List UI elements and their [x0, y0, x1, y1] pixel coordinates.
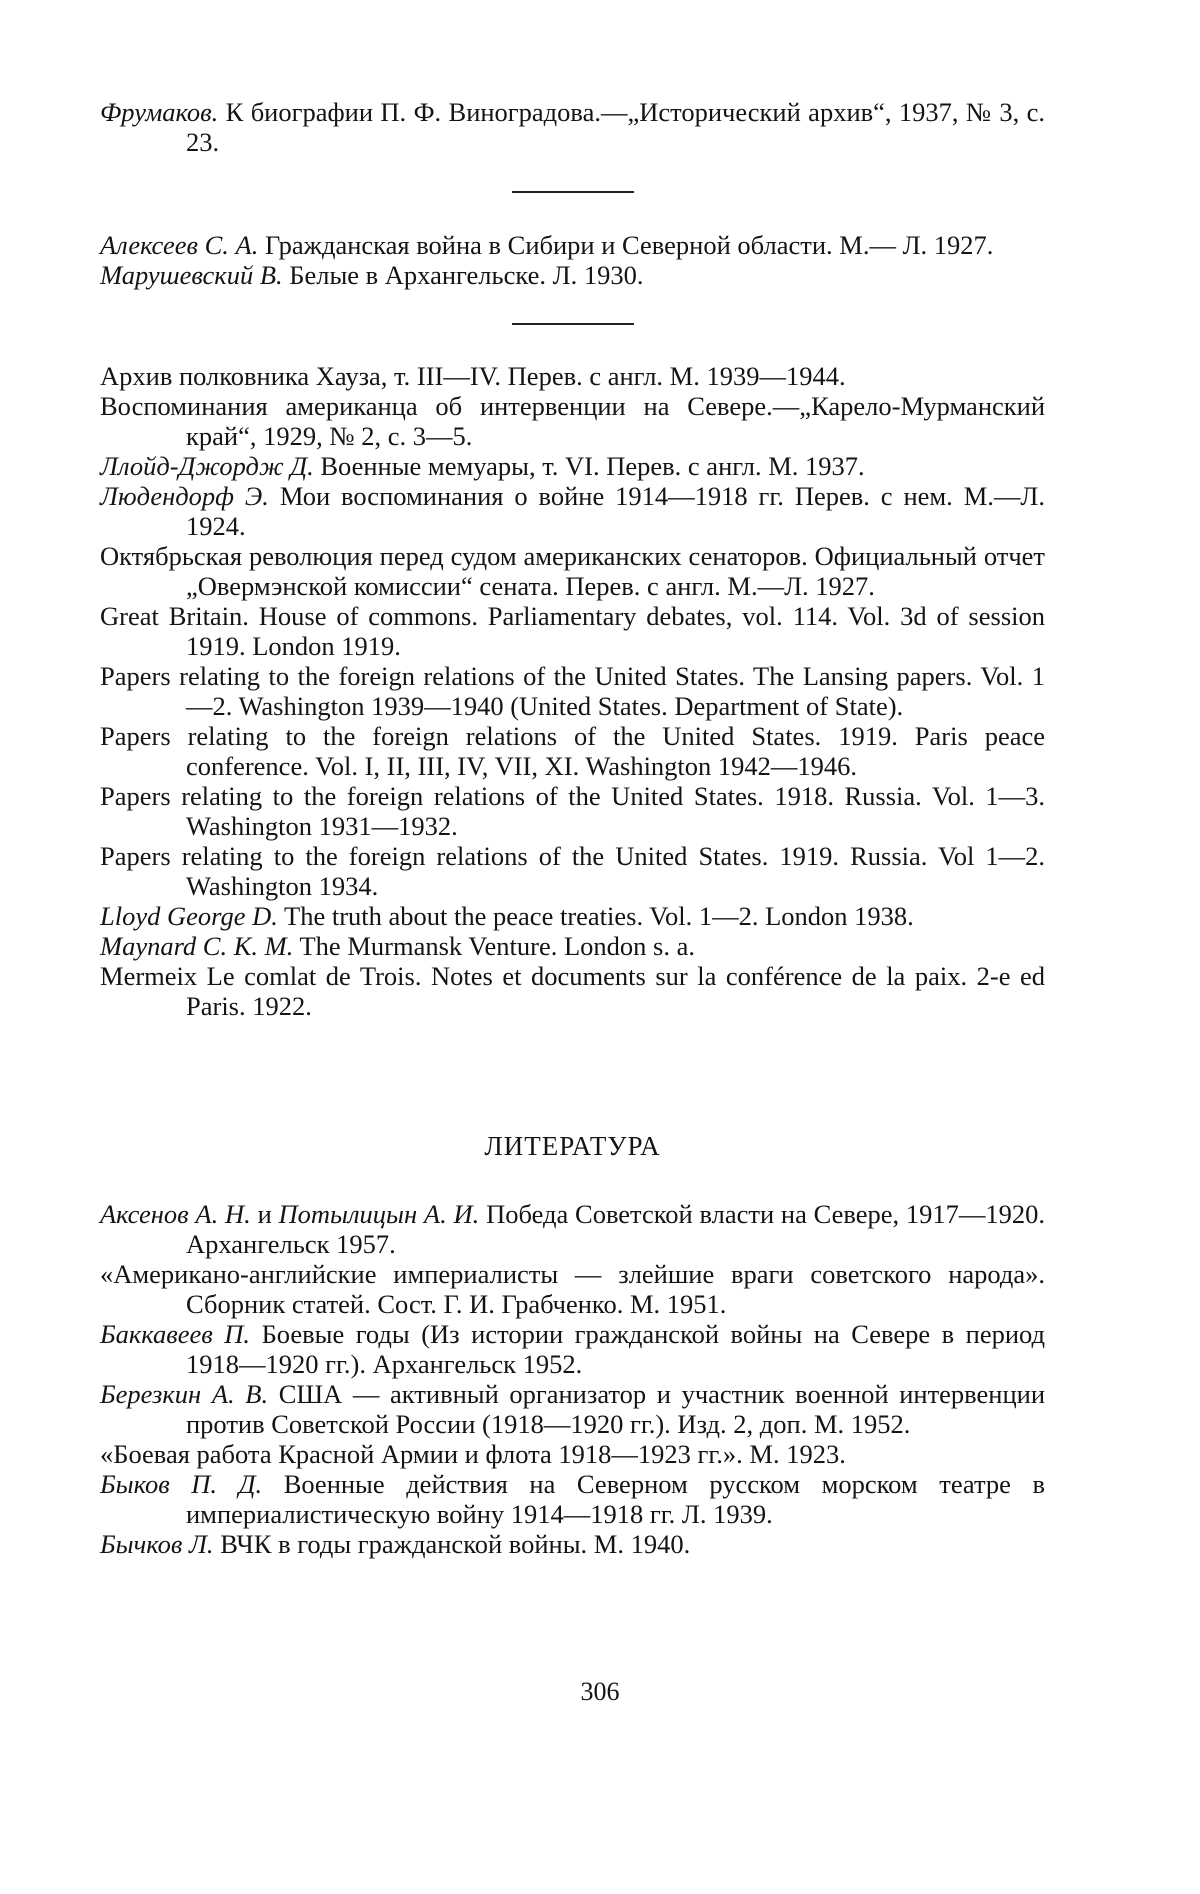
page-number: 306	[580, 1677, 620, 1706]
bibliography-entry	[100, 601, 1045, 661]
literature-entry	[100, 1469, 1045, 1529]
bibliography-entry	[100, 901, 1045, 931]
entry-author-2: Потылицын А. И.	[278, 1199, 480, 1229]
entry-text: Воспоминания американца об интервенции на Севере.—„Карело-Мурманский край“, 1929, № 2, с. 3—5.	[100, 391, 1045, 451]
entry-group-2	[100, 230, 1045, 290]
entry-text: К биографии П. Ф. Виноградова.—„Исторический архив“, 1937, № 3, с. 23.	[186, 97, 1045, 157]
entry-author: Марушевский В.	[100, 260, 283, 290]
entry-text: Белые в Архангельске. Л. 1930.	[289, 260, 644, 290]
entry-author: Maynard C. K. M.	[100, 931, 294, 961]
entry-author: Березкин А. В.	[100, 1379, 269, 1409]
bibliography-entry	[100, 721, 1045, 781]
entry-text: The truth about the peace treaties. Vol. 1—2. London 1938.	[284, 901, 914, 931]
literature-entry	[100, 1319, 1045, 1379]
literature-entry	[100, 1439, 1045, 1469]
entry-author: Баккавеев П.	[100, 1319, 251, 1349]
bibliography-entry	[100, 481, 1045, 541]
entry-text: Papers relating to the foreign relations of the United States. The Lansing papers. Vol. 1—2. Washington 1939—1940 (United States. Department of State).	[100, 661, 1045, 721]
entry-text: Военные действия на Северном русском морском театре в империалистическую войну 1914—1918 гг. Л. 1939.	[186, 1469, 1046, 1529]
entry-text: Военные мемуары, т. VI. Перев. с англ. М. 1937.	[320, 451, 865, 481]
entry-text: Боевые годы (Из истории гражданской войны на Севере в период 1918—1920 гг.). Архангельск 1952.	[186, 1319, 1045, 1379]
entry-author: Фрумаков.	[100, 97, 219, 127]
section-divider	[512, 191, 634, 193]
bibliography-entry	[100, 451, 1045, 481]
bibliography-entry	[100, 931, 1045, 961]
bibliography-entry	[100, 781, 1045, 841]
bibliography-entry	[100, 260, 1045, 290]
entry-author: Быков П. Д.	[100, 1469, 263, 1499]
bibliography-entry	[100, 361, 1045, 391]
entry-text: «Американо-английские империалисты — злейшие враги советского народа». Сборник статей. Сост. Г. И. Грабченко. М. 1951.	[100, 1259, 1045, 1319]
section-divider	[512, 323, 634, 325]
entry-author: Аксенов А. Н.	[100, 1199, 251, 1229]
entry-text: Октябрьская революция перед судом американских сенаторов. Официальный отчет „Овермэнской комиссии“ сената. Перев. с англ. М.—Л. 1927.	[100, 541, 1045, 601]
entry-group-1	[100, 97, 1045, 157]
bibliography-entry	[100, 661, 1045, 721]
entry-text: Мои воспоминания о войне 1914—1918 гг. Перев. с нем. М.—Л. 1924.	[186, 481, 1046, 541]
literature-entry	[100, 1199, 1045, 1259]
entry-text: ВЧК в годы гражданской войны. М. 1940.	[220, 1529, 691, 1559]
entry-conjunction: и	[257, 1199, 272, 1229]
literature-heading: ЛИТЕРАТУРА	[484, 1131, 661, 1161]
bibliography-entry	[100, 391, 1045, 451]
entry-author: Ллойд-Джордж Д.	[100, 451, 314, 481]
entry-author: Lloyd George D.	[100, 901, 278, 931]
bibliography-page	[100, 97, 1045, 1559]
literature-list	[100, 1199, 1045, 1559]
entry-text: The Murmansk Venture. London s. a.	[299, 931, 695, 961]
entry-text: Mermeix Le comlat de Trois. Notes et documents sur la conférence de la paix. 2-e ed Paris. 1922.	[100, 961, 1045, 1021]
literature-entry	[100, 1379, 1045, 1439]
bibliography-entry	[100, 230, 1045, 260]
entry-text: США — активный организатор и участник военной интервенции против Советской России (1918—1920 гг.). Изд. 2, доп. М. 1952.	[186, 1379, 1046, 1439]
entry-text: Papers relating to the foreign relations of the United States. 1918. Russia. Vol. 1—3. Washington 1931—1932.	[100, 781, 1045, 841]
bibliography-entry	[100, 841, 1045, 901]
entry-text: «Боевая работа Красной Армии и флота 1918—1923 гг.». М. 1923.	[100, 1439, 846, 1469]
entry-text: Papers relating to the foreign relations of the United States. 1919. Russia. Vol 1—2. Washington 1934.	[100, 841, 1045, 901]
entry-text: Great Britain. House of commons. Parliamentary debates, vol. 114. Vol. 3d of session 1919. London 1919.	[100, 601, 1045, 661]
entry-text: Архив полковника Хауза, т. III—IV. Перев. с англ. М. 1939—1944.	[100, 361, 846, 391]
entry-text: Победа Советской власти на Севере, 1917—1920. Архангельск 1957.	[186, 1199, 1046, 1259]
literature-entry	[100, 1259, 1045, 1319]
bibliography-entry	[100, 961, 1045, 1021]
bibliography-entry	[100, 97, 1045, 157]
entry-text: Гражданская война в Сибири и Северной области. М.— Л. 1927.	[264, 230, 994, 260]
entry-group-3	[100, 361, 1045, 1021]
literature-entry	[100, 1529, 1045, 1559]
bibliography-entry	[100, 541, 1045, 601]
entry-author: Алексеев С. А.	[100, 230, 259, 260]
entry-author: Людендорф Э.	[100, 481, 269, 511]
entry-author: Бычков Л.	[100, 1529, 214, 1559]
entry-text: Papers relating to the foreign relations of the United States. 1919. Paris peace conference. Vol. I, II, III, IV, VII, XI. Washington 1942—1946.	[100, 721, 1045, 781]
